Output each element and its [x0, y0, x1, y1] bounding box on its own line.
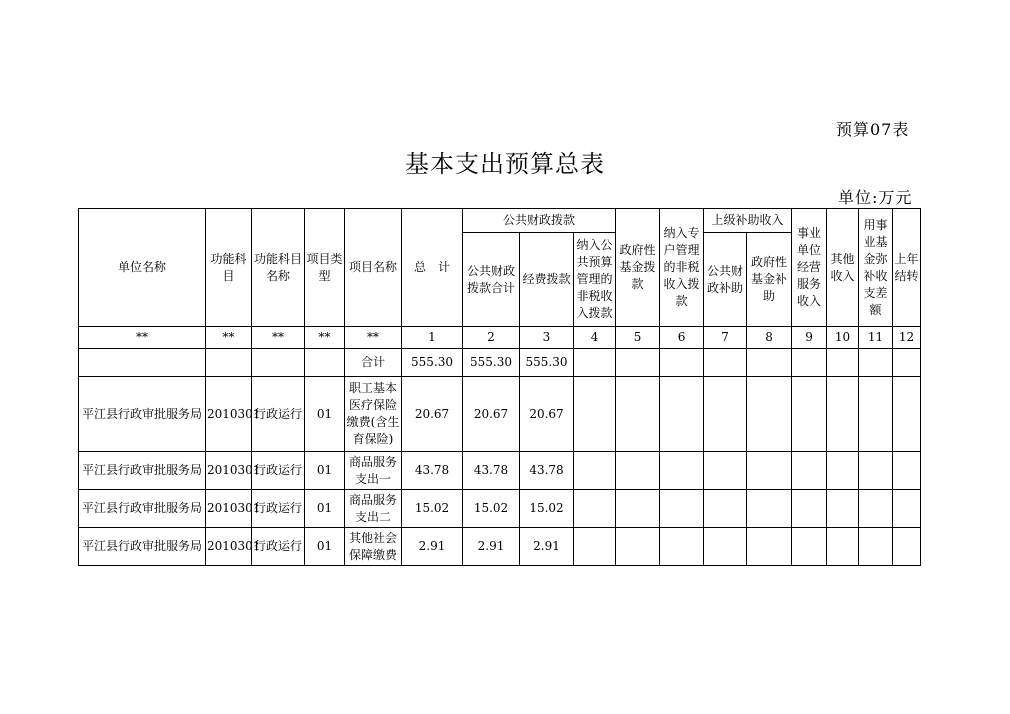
empty-cell: [574, 349, 616, 377]
expense-allocation-cell: 20.67: [520, 377, 574, 452]
item-type-cell: 01: [305, 528, 345, 566]
empty-cell: [660, 349, 704, 377]
item-name-cell: 职工基本医疗保险缴费(含生育保险): [345, 377, 402, 452]
index-cell: **: [252, 327, 305, 349]
index-cell: 11: [859, 327, 893, 349]
total-row: [79, 349, 921, 377]
index-row: [79, 327, 921, 349]
col-business-income: 事业单位经营服务收入: [792, 209, 827, 327]
unit-name-cell: 平江县行政审批服务局: [79, 490, 206, 528]
func-code-cell: 2010301: [206, 528, 252, 566]
col-nontax-income: 纳入公共预算管理的非税收入拨款: [574, 233, 616, 327]
table-row: [79, 452, 921, 490]
public-finance-cell: 15.02: [463, 490, 520, 528]
empty-cell: [792, 490, 827, 528]
empty-cell: [660, 528, 704, 566]
total-cell: 15.02: [402, 490, 463, 528]
func-name-cell: 行政运行: [252, 377, 305, 452]
empty-cell: [827, 490, 859, 528]
table-row: [79, 528, 921, 566]
empty-cell: [792, 349, 827, 377]
col-public-finance-subsidy: 公共财政补助: [704, 233, 747, 327]
item-type-cell: 01: [305, 377, 345, 452]
index-cell: 8: [747, 327, 792, 349]
expense-allocation-cell: 43.78: [520, 452, 574, 490]
index-cell: **: [345, 327, 402, 349]
func-name-cell: 行政运行: [252, 490, 305, 528]
col-fund-offset: 用事业基金弥补收支差额: [859, 209, 893, 327]
total-label: 合计: [345, 349, 402, 377]
empty-cell: [792, 452, 827, 490]
total-total: 555.30: [402, 349, 463, 377]
col-expense-allocation: 经费拨款: [520, 233, 574, 327]
empty-cell: [859, 349, 893, 377]
index-cell: **: [206, 327, 252, 349]
col-public-finance-group: 公共财政拨款: [463, 209, 616, 233]
index-cell: **: [305, 327, 345, 349]
index-cell: **: [79, 327, 206, 349]
empty-cell: [704, 349, 747, 377]
func-name-cell: 行政运行: [252, 452, 305, 490]
func-code-cell: 2010301: [206, 452, 252, 490]
empty-cell: [747, 490, 792, 528]
index-cell: 5: [616, 327, 660, 349]
item-type-cell: 01: [305, 490, 345, 528]
empty-cell: [704, 377, 747, 452]
empty-cell: [660, 452, 704, 490]
col-public-finance-total: 公共财政拨款合计: [463, 233, 520, 327]
func-name-cell: 行政运行: [252, 528, 305, 566]
empty-cell: [893, 349, 921, 377]
empty-cell: [792, 377, 827, 452]
col-item-type: 项目类型: [305, 209, 345, 327]
empty-cell: [704, 528, 747, 566]
index-cell: 10: [827, 327, 859, 349]
col-gov-fund: 政府性基金拨款: [616, 209, 660, 327]
func-code-cell: 2010301: [206, 490, 252, 528]
empty-cell: [859, 377, 893, 452]
col-special-nontax: 纳入专户管理的非税收入拨款: [660, 209, 704, 327]
page-title: 基本支出预算总表: [405, 150, 605, 178]
empty-cell: [893, 377, 921, 452]
empty-cell: [747, 528, 792, 566]
total-cell: 2.91: [402, 528, 463, 566]
total-cell: 43.78: [402, 452, 463, 490]
item-name-cell: 商品服务支出一: [345, 452, 402, 490]
item-type-cell: 01: [305, 452, 345, 490]
unit-name-cell: 平江县行政审批服务局: [79, 528, 206, 566]
unit-label: 单位:万元: [838, 188, 913, 207]
expense-allocation-cell: 2.91: [520, 528, 574, 566]
empty-cell: [704, 490, 747, 528]
empty-cell: [574, 377, 616, 452]
budget-table: [78, 208, 921, 566]
public-finance-cell: 43.78: [463, 452, 520, 490]
header-row-1: [79, 209, 921, 233]
empty-cell: [893, 490, 921, 528]
empty-cell: [574, 452, 616, 490]
empty-cell: [704, 452, 747, 490]
total-public-finance: 555.30: [463, 349, 520, 377]
col-func-name: 功能科目名称: [252, 209, 305, 327]
empty-cell: [305, 349, 345, 377]
col-unit-name: 单位名称: [79, 209, 206, 327]
empty-cell: [660, 377, 704, 452]
empty-cell: [574, 490, 616, 528]
expense-allocation-cell: 15.02: [520, 490, 574, 528]
empty-cell: [893, 452, 921, 490]
empty-cell: [616, 349, 660, 377]
col-carryover: 上年结转: [893, 209, 921, 327]
empty-cell: [747, 377, 792, 452]
total-cell: 20.67: [402, 377, 463, 452]
empty-cell: [206, 349, 252, 377]
table-row: [79, 377, 921, 452]
empty-cell: [616, 452, 660, 490]
index-cell: 1: [402, 327, 463, 349]
empty-cell: [616, 490, 660, 528]
empty-cell: [827, 377, 859, 452]
table-row: [79, 490, 921, 528]
index-cell: 3: [520, 327, 574, 349]
empty-cell: [747, 452, 792, 490]
index-cell: 2: [463, 327, 520, 349]
empty-cell: [747, 349, 792, 377]
empty-cell: [660, 490, 704, 528]
func-code-cell: 2010301: [206, 377, 252, 452]
col-gov-fund-subsidy: 政府性基金补助: [747, 233, 792, 327]
empty-cell: [252, 349, 305, 377]
item-name-cell: 商品服务支出二: [345, 490, 402, 528]
index-cell: 9: [792, 327, 827, 349]
empty-cell: [859, 452, 893, 490]
index-cell: 6: [660, 327, 704, 349]
col-other-income: 其他收入: [827, 209, 859, 327]
index-cell: 7: [704, 327, 747, 349]
total-expense-allocation: 555.30: [520, 349, 574, 377]
public-finance-cell: 20.67: [463, 377, 520, 452]
unit-name-cell: 平江县行政审批服务局: [79, 452, 206, 490]
empty-cell: [792, 528, 827, 566]
col-func-code: 功能科目: [206, 209, 252, 327]
empty-cell: [893, 528, 921, 566]
col-superior-subsidy-group: 上级补助收入: [704, 209, 792, 233]
public-finance-cell: 2.91: [463, 528, 520, 566]
col-item-name: 项目名称: [345, 209, 402, 327]
empty-cell: [859, 528, 893, 566]
empty-cell: [616, 528, 660, 566]
empty-cell: [574, 528, 616, 566]
unit-name-cell: 平江县行政审批服务局: [79, 377, 206, 452]
col-total: 总 计: [402, 209, 463, 327]
empty-cell: [827, 452, 859, 490]
empty-cell: [827, 528, 859, 566]
index-cell: 4: [574, 327, 616, 349]
empty-cell: [616, 377, 660, 452]
empty-cell: [79, 349, 206, 377]
item-name-cell: 其他社会保障缴费: [345, 528, 402, 566]
index-cell: 12: [893, 327, 921, 349]
form-number: 预算07表: [836, 120, 910, 139]
empty-cell: [827, 349, 859, 377]
empty-cell: [859, 490, 893, 528]
